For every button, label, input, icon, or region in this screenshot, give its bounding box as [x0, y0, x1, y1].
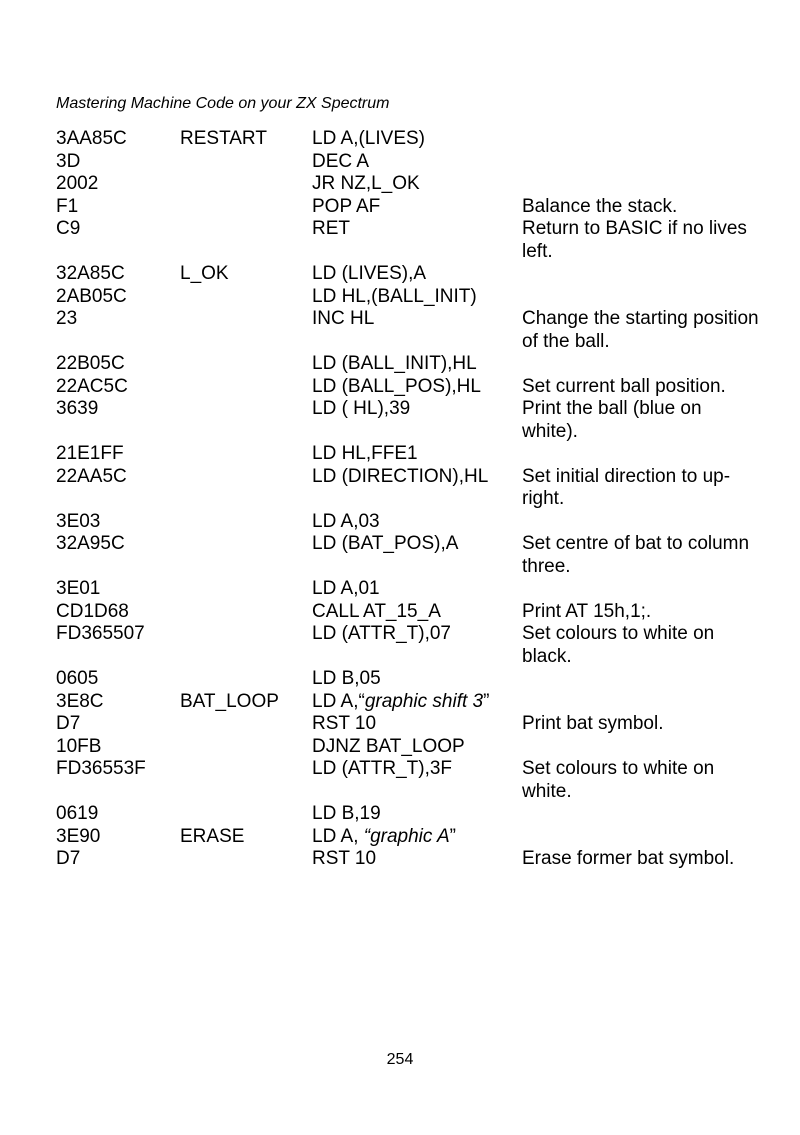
hex-code: 3AA85C	[56, 128, 127, 149]
hex-code: 21E1FF	[56, 443, 124, 464]
instruction: DJNZ BAT_LOOP	[312, 735, 465, 757]
instruction-suffix: ”	[449, 825, 456, 847]
listing-row	[56, 443, 776, 466]
listing-row	[56, 128, 776, 151]
instruction-prefix: LD A,“	[312, 690, 365, 712]
instruction: LD A,03	[312, 510, 380, 532]
listing-row	[56, 848, 776, 871]
hex-code: 3E8C	[56, 690, 104, 712]
comment: Set centre of bat to column three.	[522, 533, 750, 577]
instruction: LD A,(LIVES)	[312, 128, 425, 149]
instruction: JR NZ,L_OK	[312, 173, 420, 194]
instruction: LD (ATTR_T),3F	[312, 758, 453, 779]
instruction: INC HL	[312, 308, 375, 329]
comment: Set initial direction to up-right.	[522, 465, 731, 509]
hex-code: FD365507	[56, 623, 145, 644]
hex-code: 3D	[56, 150, 81, 172]
listing-row	[56, 353, 776, 376]
listing-row	[56, 736, 776, 759]
hex-code: FD36553F	[56, 758, 146, 779]
instruction: LD B,05	[312, 668, 381, 689]
instruction: LD (DIRECTION),HL	[312, 465, 489, 487]
instruction: LD B,19	[312, 803, 381, 824]
instruction	[312, 691, 489, 714]
instruction	[312, 826, 456, 849]
hex-code: 3E90	[56, 825, 101, 847]
listing-row	[56, 286, 776, 309]
instruction: RST 10	[312, 713, 377, 734]
instruction: LD (BALL_POS),HL	[312, 375, 481, 397]
comment: Change the starting position of the ball.	[522, 308, 759, 352]
page-number: 254	[386, 1051, 414, 1068]
instruction: LD A,01	[312, 578, 380, 599]
comment: Return to BASIC if no lives left.	[522, 218, 747, 262]
listing-row	[56, 398, 776, 443]
hex-code: 0605	[56, 668, 99, 689]
instruction: DEC A	[312, 150, 370, 172]
hex-code: 22AA5C	[56, 465, 127, 487]
listing-row	[56, 578, 776, 601]
listing-row	[56, 691, 776, 714]
instruction: LD (BALL_INIT),HL	[312, 353, 477, 374]
instruction-suffix: ”	[483, 690, 490, 712]
comment: Set colours to white on black.	[522, 623, 715, 667]
asm-label: ERASE	[180, 825, 245, 847]
hex-code: D7	[56, 848, 81, 869]
comment: Print AT 15h,1;.	[522, 600, 652, 622]
hex-code: 22B05C	[56, 353, 125, 374]
listing-row	[56, 173, 776, 196]
listing-row	[56, 196, 776, 219]
hex-code: 23	[56, 308, 78, 329]
listing-row	[56, 826, 776, 849]
listing-row	[56, 308, 776, 353]
listing-row	[56, 601, 776, 624]
hex-code: D7	[56, 713, 81, 734]
asm-label: RESTART	[180, 128, 267, 149]
listing-row	[56, 758, 776, 803]
hex-code: 2AB05C	[56, 285, 127, 307]
asm-label: L_OK	[180, 263, 229, 284]
instruction-prefix: LD A,	[312, 825, 364, 847]
running-header: Mastering Machine Code on your ZX Spectrum	[56, 95, 390, 112]
listing-row	[56, 376, 776, 399]
hex-code: 3639	[56, 398, 99, 419]
hex-code: 3E03	[56, 510, 101, 532]
comment: Print the ball (blue on white).	[522, 398, 702, 442]
asm-label: BAT_LOOP	[180, 690, 279, 712]
listing-row	[56, 218, 776, 263]
hex-code: 2002	[56, 173, 99, 194]
listing-row	[56, 533, 776, 578]
instruction: POP AF	[312, 195, 381, 217]
listing-row	[56, 713, 776, 736]
listing-row	[56, 151, 776, 174]
hex-code: 3E01	[56, 578, 101, 599]
hex-code: CD1D68	[56, 600, 129, 622]
instruction: LD HL,FFE1	[312, 443, 418, 464]
listing-row	[56, 623, 776, 668]
comment: Set colours to white on white.	[522, 758, 715, 802]
instruction: LD HL,(BALL_INIT)	[312, 285, 477, 307]
listing-row	[56, 466, 776, 511]
listing-row	[56, 263, 776, 286]
hex-code: 0619	[56, 803, 99, 824]
comment: Balance the stack.	[522, 195, 678, 217]
instruction: LD (LIVES),A	[312, 263, 427, 284]
instruction: LD (BAT_POS),A	[312, 533, 459, 554]
hex-code: 32A85C	[56, 263, 125, 284]
hex-code: 22AC5C	[56, 375, 128, 397]
hex-code: F1	[56, 195, 79, 217]
instruction: LD ( HL),39	[312, 398, 411, 419]
comment: Print bat symbol.	[522, 713, 664, 734]
code-listing	[56, 128, 776, 871]
instruction: RET	[312, 218, 350, 239]
instruction: RST 10	[312, 848, 377, 869]
hex-code: 10FB	[56, 735, 102, 757]
comment: Set current ball position.	[522, 375, 726, 397]
instruction-italic: “graphic A	[363, 825, 450, 847]
listing-row	[56, 668, 776, 691]
hex-code: 32A95C	[56, 533, 125, 554]
instruction: LD (ATTR_T),07	[312, 623, 452, 644]
comment: Erase former bat symbol.	[522, 848, 735, 869]
instruction-italic: graphic shift 3	[364, 690, 484, 712]
listing-row	[56, 803, 776, 826]
instruction: CALL AT_15_A	[312, 600, 441, 622]
hex-code: C9	[56, 218, 81, 239]
listing-row	[56, 511, 776, 534]
